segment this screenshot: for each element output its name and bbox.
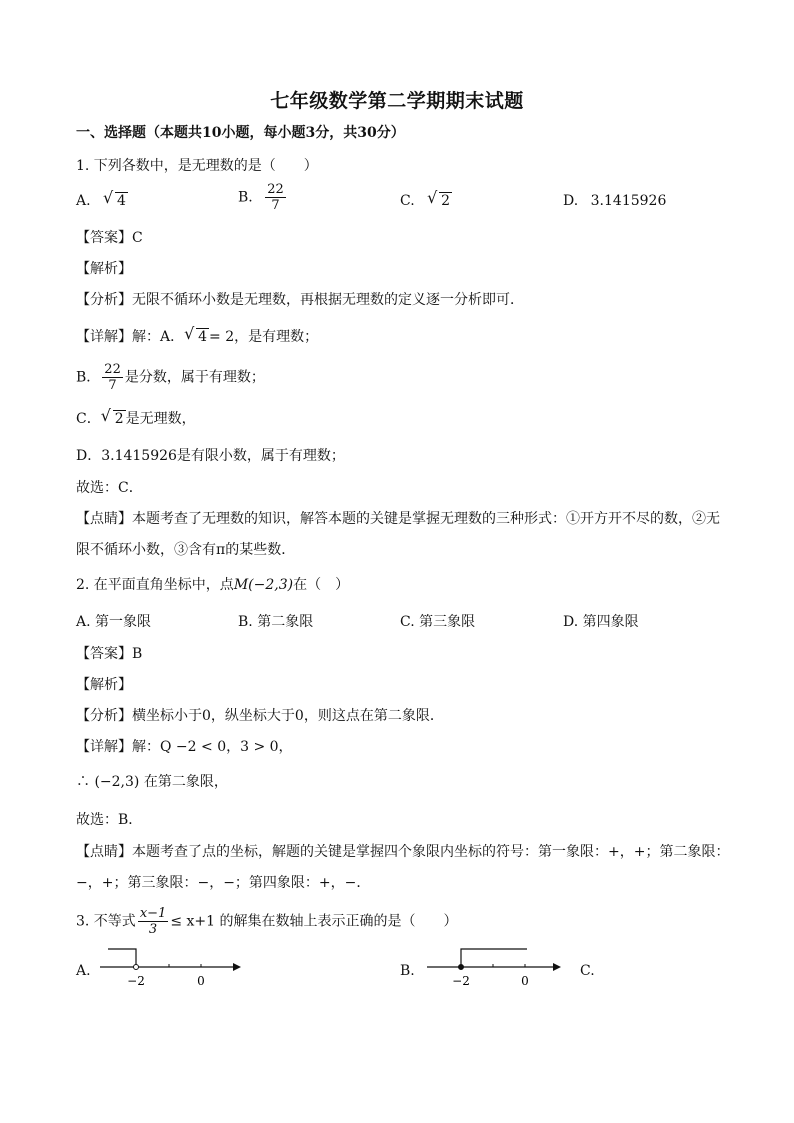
q1-guxuan: 故选：C． [76, 480, 143, 496]
question-3-stem: 3. 不等式 $\frac{x-1}{3}$ ≤ x+1 的解集在数轴上表示正确的是（ ） [76, 906, 458, 937]
q1-option-d-value: 3.1415926 [590, 193, 667, 209]
tick-label-neg2: −2 [452, 974, 470, 988]
q3-option-a[interactable]: A. [76, 963, 91, 979]
q1-answer: 【答案】C [76, 230, 143, 246]
q2-option-c[interactable]: C. 第三象限 [400, 614, 476, 630]
q3-option-b-number-line[interactable] [425, 945, 570, 990]
q2-fenxi: 【分析】横坐标小于0，纵坐标大于0，则这点在第二象限． [76, 708, 444, 724]
q2-therefore: ∴ (−2,3) 在第二象限， [76, 774, 228, 790]
q1-xiangjie: 【详解】解：A． √ 4 = 2，是有理数； [76, 324, 319, 345]
q2-answer: 【答案】B [76, 646, 143, 662]
q3-option-a-number-line[interactable] [98, 945, 243, 990]
q1-detail-b: B． $\frac{22}{7}$ 是分数，属于有理数； [76, 362, 265, 393]
page-title: 七年级数学第二学期期末试题 [270, 90, 524, 112]
sqrt-expression: √ 2 [100, 406, 124, 427]
sqrt-expression: √ 4 [103, 188, 126, 209]
sqrt-expression: √ 2 [427, 188, 451, 209]
q2-option-d[interactable]: D. 第四象限 [563, 614, 639, 630]
q2-option-a[interactable]: A. 第一象限 [76, 614, 152, 630]
section-heading: 一、选择题（本题共10小题，每小题3分，共30分） [76, 125, 405, 141]
q1-option-d[interactable] [563, 192, 666, 210]
q2-guxuan: 故选：B． [76, 812, 143, 828]
q2-dianjing-2: −，+；第三象限：−，−；第四象限：+，−． [76, 875, 371, 891]
question-1-stem: 1. 下列各数中，是无理数的是（ ） [76, 158, 318, 174]
q1-option-b[interactable] [238, 182, 288, 213]
q1-option-a-label: A. [76, 193, 91, 209]
q1-option-d-label: D. [563, 193, 579, 209]
q1-detail-c: C． √ 2 是无理数， [76, 406, 196, 427]
q1-fenxi: 【分析】无限不循环小数是无理数，再根据无理数的定义逐一分析即可． [76, 292, 524, 308]
tick-label-neg2: −2 [127, 974, 145, 988]
q2-xiangjie: 【详解】解：Q −2 < 0，3 > 0， [76, 739, 293, 755]
q1-detail-d: D．3.1415926是有限小数，属于有理数； [76, 448, 345, 464]
number-line-axis [100, 963, 241, 971]
fraction: $\frac{22}{7}$ [104, 362, 121, 393]
tick-label-0: 0 [521, 974, 529, 988]
q1-option-c-label: C. [400, 193, 415, 209]
q1-jiexi: 【解析】 [76, 261, 132, 277]
q1-option-a[interactable] [76, 188, 128, 210]
fraction: $\frac{22}{7}$ [267, 182, 284, 213]
q1-option-b-label: B. [238, 189, 253, 206]
q1-dianjing-2: 限不循环小数，③含有π的某些数． [76, 542, 296, 558]
q3-option-b[interactable]: B. [400, 963, 415, 979]
number-line-axis [427, 963, 561, 971]
q1-option-c[interactable] [400, 188, 452, 210]
q2-jiexi: 【解析】 [76, 677, 132, 693]
sqrt-expression: √ 4 [184, 324, 208, 345]
tick-label-0: 0 [197, 974, 205, 988]
q1-dianjing-1: 【点睛】本题考查了无理数的知识，解答本题的关键是掌握无理数的三种形式：①开方开不尽的数，②无 [76, 511, 720, 527]
q3-option-c[interactable]: C. [580, 963, 595, 979]
question-2-stem: 2. 在平面直角坐标中，点M(−2,3)在（ ） [76, 577, 350, 593]
fraction: $\frac{x-1}{3}$ [139, 906, 167, 937]
q2-dianjing-1: 【点睛】本题考查了点的坐标，解题的关键是掌握四个象限内坐标的符号：第一象限：+，+；第二象限： [76, 844, 730, 860]
q2-option-b[interactable]: B. 第二象限 [238, 614, 314, 630]
